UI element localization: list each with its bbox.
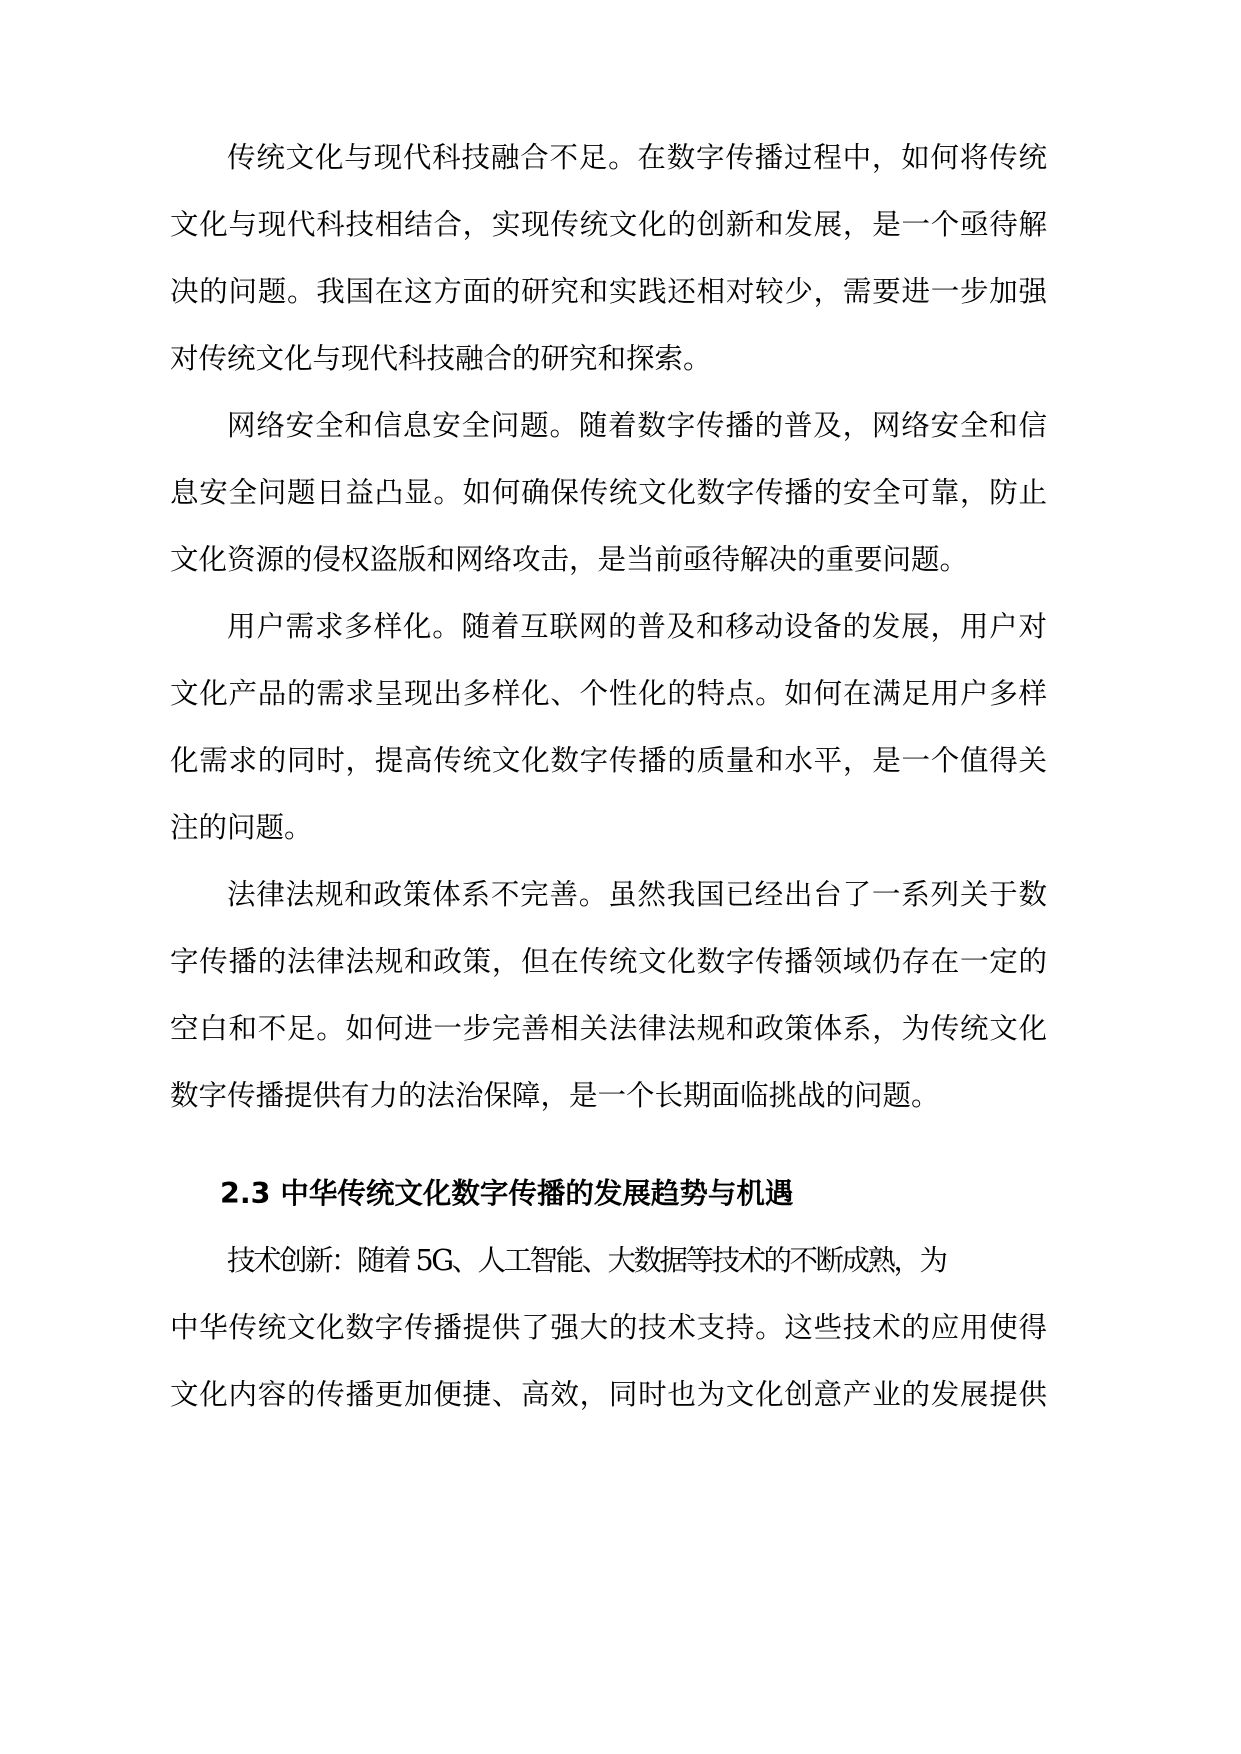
text-line: 字传播的法律法规和政策，但在传统文化数字传播领域仍存在一定的	[170, 945, 1047, 978]
text-line: 注的问题。	[170, 811, 313, 844]
section-2-3	[170, 1160, 1047, 1428]
text-line: 空白和不足。如何进一步完善相关法律法规和政策体系，为传统文化	[170, 1012, 1047, 1045]
text-line: 文化与现代科技相结合，实现传统文化的创新和发展，是一个亟待解	[170, 208, 1047, 241]
text-line: 数字传播提供有力的法治保障，是一个长期面临挑战的问题。	[170, 1079, 940, 1112]
text-line: 决的问题。我国在这方面的研究和实践还相对较少，需要进一步加强	[170, 275, 1047, 308]
text-line: 文化产品的需求呈现出多样化、个性化的特点。如何在满足用户多样	[170, 677, 1047, 710]
text-line: 网络安全和信息安全问题。随着数字传播的普及，网络安全和信	[227, 409, 1047, 442]
text-line: 化需求的同时，提高传统文化数字传播的质量和水平，是一个值得关	[170, 744, 1047, 777]
text-line: 文化资源的侵权盗版和网络攻击，是当前亟待解决的重要问题。	[170, 543, 969, 576]
document-body	[170, 124, 1047, 1428]
section-heading: 2.3 中华传统文化数字传播的发展趋势与机遇	[220, 1177, 794, 1210]
paragraph-user-demand	[170, 593, 1047, 861]
paragraph-technology-innovation	[170, 1227, 1047, 1428]
paragraph-legal-policy	[170, 861, 1047, 1129]
text-line: 传统文化与现代科技融合不足。在数字传播过程中，如何将传统	[227, 141, 1047, 174]
text-line: 中华传统文化数字传播提供了强大的技术支持。这些技术的应用使得	[170, 1311, 1047, 1344]
paragraph-network-security	[170, 392, 1047, 593]
paragraph-tech-culture-integration	[170, 124, 1047, 392]
text-line: 技术创新：随着 5G、人工智能、大数据等技术的不断成熟，为	[227, 1244, 946, 1277]
text-line: 文化内容的传播更加便捷、高效，同时也为文化创意产业的发展提供	[170, 1378, 1047, 1411]
text-line: 法律法规和政策体系不完善。虽然我国已经出台了一系列关于数	[227, 878, 1047, 911]
text-line: 息安全问题日益凸显。如何确保传统文化数字传播的安全可靠，防止	[170, 476, 1047, 509]
text-line: 对传统文化与现代科技融合的研究和探索。	[170, 342, 712, 375]
text-line: 用户需求多样化。随着互联网的普及和移动设备的发展，用户对	[227, 610, 1047, 643]
